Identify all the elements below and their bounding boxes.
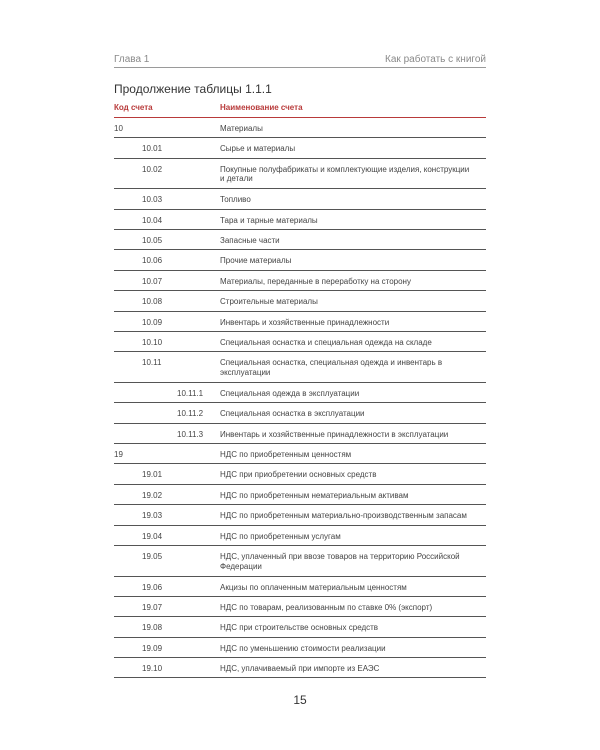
account-code: 19.10 [142, 664, 163, 674]
account-name: Сырье и материалы [220, 144, 296, 154]
account-name: Прочие материалы [220, 256, 292, 266]
table-row [114, 577, 486, 597]
account-code: 10.09 [142, 317, 163, 327]
account-code: 10.11.1 [177, 388, 204, 398]
table-row [114, 403, 486, 423]
table-row [114, 118, 486, 138]
account-name: Покупные полуфабрикаты и комплектующие изделия, конструкции и детали [220, 164, 470, 184]
account-code: 10.10 [142, 338, 163, 348]
account-code: 19.08 [142, 623, 163, 633]
table-row [114, 424, 486, 444]
account-code: 10.04 [142, 215, 163, 225]
account-name: Тара и тарные материалы [220, 215, 318, 225]
account-name: Инвентарь и хозяйственные принадлежности в эксплуатации [220, 429, 449, 439]
header-divider [114, 67, 486, 68]
table-header-row [114, 98, 486, 118]
account-code: 10.01 [142, 144, 163, 154]
account-name: НДС, уплачиваемый при импорте из ЕАЭС [220, 664, 380, 674]
account-code: 10.11.2 [177, 409, 204, 419]
account-name: НДС по приобретенным услугам [220, 531, 341, 541]
account-name: НДС по приобретенным материально-производственным запасам [220, 511, 467, 521]
account-name: НДС при приобретении основных средств [220, 470, 377, 480]
table-row [114, 189, 486, 209]
account-code: 19.06 [142, 582, 163, 592]
account-code: 10.03 [142, 195, 163, 205]
account-name: Специальная оснастка, специальная одежда и инвентарь в эксплуатации [220, 358, 443, 377]
running-header [114, 54, 486, 65]
account-name: НДС при строительстве основных средств [220, 623, 379, 633]
account-name: Инвентарь и хозяйственные принадлежности [220, 317, 390, 327]
account-name: Материалы [220, 124, 263, 133]
account-code: 10.08 [142, 297, 163, 307]
table-row [114, 383, 486, 403]
account-name: Строительные материалы [220, 297, 318, 307]
account-code: 10.11.3 [177, 429, 204, 439]
page-number: 15 [293, 693, 307, 707]
table-row [114, 332, 486, 352]
table-row [114, 638, 486, 658]
chapter-label: Глава 1 [114, 54, 150, 65]
account-code: 19.02 [142, 490, 163, 500]
account-name: НДС по приобретенным нематериальным активам [220, 490, 409, 500]
account-code: 19.09 [142, 643, 163, 653]
table-row [114, 159, 486, 190]
table-row [114, 291, 486, 311]
account-code: 19.07 [142, 602, 163, 612]
account-name: Запасные части [220, 236, 280, 246]
table-row [114, 352, 486, 383]
account-name: Материалы, переданные в переработку на сторону [220, 276, 411, 286]
column-header-name: Наименование счета [220, 103, 303, 112]
table-row [114, 138, 486, 158]
table-row [114, 617, 486, 637]
account-code: 19.03 [142, 511, 163, 521]
account-name: Топливо [220, 195, 251, 205]
account-code: 19 [114, 450, 123, 460]
table-row [114, 485, 486, 505]
table-row [114, 230, 486, 250]
account-code: 10.06 [142, 256, 163, 266]
table-row [114, 210, 486, 230]
account-code: 19.04 [142, 531, 163, 541]
account-name: Специальная одежда в эксплуатации [220, 388, 360, 398]
table-row [114, 444, 486, 464]
table-caption: Продолжение таблицы 1.1.1 [114, 82, 272, 96]
account-code: 19.01 [142, 470, 163, 480]
account-name: Специальная оснастка в эксплуатации [220, 409, 365, 419]
account-code: 10.07 [142, 276, 163, 286]
table-row [114, 546, 486, 577]
table-row [114, 271, 486, 291]
table-row [114, 526, 486, 546]
account-name: НДС, уплаченный при ввозе товаров на территорию Российской Федерации [220, 552, 460, 571]
account-code: 19.05 [142, 552, 163, 562]
account-name: НДС по приобретенным ценностям [220, 450, 352, 460]
account-name: Акцизы по оплаченным материальным ценностям [220, 582, 407, 592]
account-name: НДС по товарам, реализованным по ставке 0% (экспорт) [220, 602, 433, 612]
table-row [114, 658, 486, 678]
account-name: Специальная оснастка и специальная одежда на складе [220, 338, 432, 348]
table-row [114, 505, 486, 525]
table-row [114, 312, 486, 332]
account-name: НДС по уменьшению стоимости реализации [220, 643, 386, 653]
account-code: 10.05 [142, 236, 163, 246]
book-section-label: Как работать с книгой [385, 54, 486, 65]
account-code: 10.02 [142, 164, 163, 174]
account-code: 10 [114, 124, 123, 133]
table-row [114, 597, 486, 617]
account-code: 10.11 [142, 358, 162, 368]
accounts-table [114, 98, 486, 678]
column-header-code: Код счета [114, 103, 153, 112]
table-row [114, 250, 486, 270]
table-row [114, 464, 486, 484]
